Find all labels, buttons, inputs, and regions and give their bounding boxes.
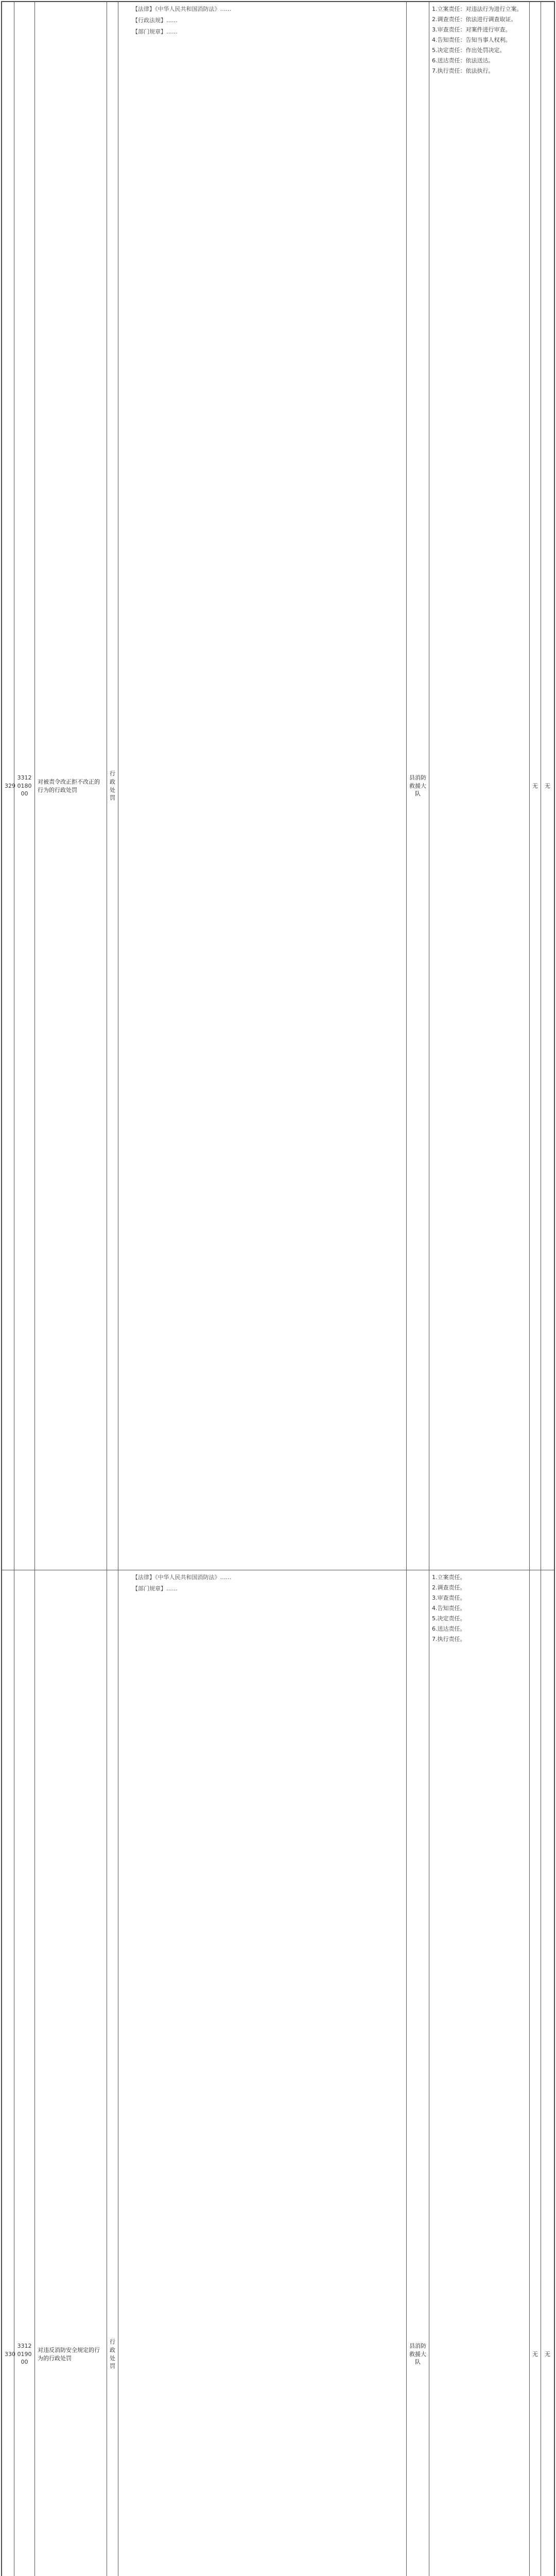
responsibility-line: 1.立案责任：对违法行为进行立案。 bbox=[432, 6, 523, 12]
item-name: 对被责令改正拒不改正的行为的行政处罚 bbox=[35, 2, 107, 1570]
responsibility-line: 1.立案责任。 bbox=[432, 1574, 466, 1581]
legal-basis-paragraph: 【行政法规】…… bbox=[132, 16, 178, 24]
row-number: 329 bbox=[2, 2, 14, 1570]
legal-basis-paragraph: 【法律】《中华人民共和国消防法》…… bbox=[132, 6, 232, 12]
item-type: 行政处罚 bbox=[107, 1570, 118, 2576]
document-sheet bbox=[1, 1, 555, 2576]
implementing-department: 县消防救援大队 bbox=[407, 2, 429, 1570]
item-code: 3312019000 bbox=[14, 1570, 35, 2576]
responsibility-line: 3.审查责任：对案件进行审查。 bbox=[432, 26, 511, 33]
responsibility-line: 4.告知责任。 bbox=[432, 1604, 466, 1612]
responsibility-line: 7.执行责任。 bbox=[432, 1635, 466, 1642]
responsibility-line: 2.调查责任：依法进行调查取证。 bbox=[432, 15, 517, 23]
table-row bbox=[2, 1570, 554, 2576]
end-column: 无 bbox=[541, 1570, 554, 2576]
legal-basis-paragraph: 【部门规章】…… bbox=[132, 1585, 178, 1592]
implementing-department: 县消防救援大队 bbox=[407, 1570, 429, 2576]
remark: 无 bbox=[530, 1570, 541, 2576]
item-code: 3312018000 bbox=[14, 2, 35, 1570]
responsibility-line: 4.告知责任：告知当事人权利。 bbox=[432, 36, 511, 43]
responsibility-items bbox=[429, 1570, 530, 2576]
responsibility-line: 6.送达责任。 bbox=[432, 1625, 466, 1632]
legal-basis-paragraph: 【法律】《中华人民共和国消防法》…… bbox=[132, 1574, 232, 1581]
responsibility-line: 5.决定责任。 bbox=[432, 1615, 466, 1622]
legal-basis-text bbox=[121, 5, 404, 36]
row-number: 330 bbox=[2, 1570, 14, 2576]
legal-basis-paragraph: 【部门规章】…… bbox=[132, 28, 178, 35]
legal-basis bbox=[118, 1570, 407, 2576]
responsibility-line: 3.审查责任。 bbox=[432, 1594, 466, 1601]
power-list-table bbox=[2, 2, 554, 2576]
legal-basis-text bbox=[121, 1573, 404, 1593]
responsibility-items bbox=[429, 2, 530, 1570]
item-type: 行政处罚 bbox=[107, 2, 118, 1570]
responsibility-line: 5.决定责任：作出处罚决定。 bbox=[432, 46, 506, 54]
responsibility-line: 7.执行责任：依法执行。 bbox=[432, 67, 494, 74]
legal-basis bbox=[118, 2, 407, 1570]
table-row bbox=[2, 2, 554, 1570]
end-column: 无 bbox=[541, 2, 554, 1570]
item-name: 对违反消防安全规定的行为的行政处罚 bbox=[35, 1570, 107, 2576]
responsibility-line: 2.调查责任。 bbox=[432, 1584, 466, 1591]
remark: 无 bbox=[530, 2, 541, 1570]
responsibility-line: 6.送达责任：依法送达。 bbox=[432, 57, 494, 64]
table-body bbox=[2, 2, 554, 2576]
